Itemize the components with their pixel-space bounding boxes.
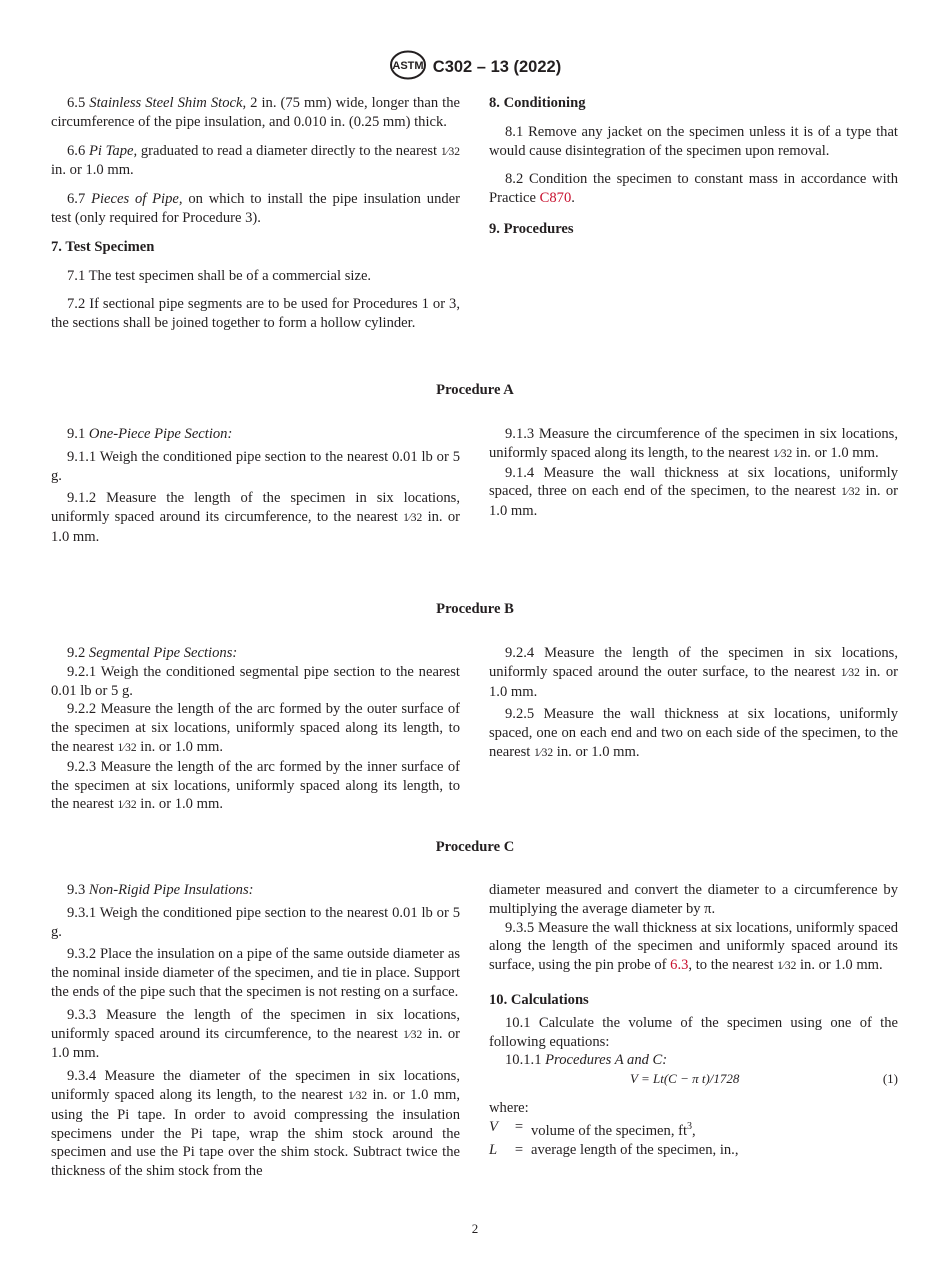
procedure-c-right	[489, 881, 898, 1159]
definition-v: V = volume of the specimen, $ft^3$,	[489, 1118, 696, 1139]
para-8-1: 8.1 Remove any jacket on the specimen unless it is of a type that would cause disintegration of the specimen upon removal.	[489, 123, 898, 159]
para-9-1-3: 9.1.3 Measure the circumference of the specimen in six locations, uniformly spaced along its length, to the nearest 1⁄32 in. or 1.0 mm.	[489, 426, 898, 461]
para-9-2-3: 9.2.3 Measure the length of the arc formed by the inner surface of the specimen at six locations, uniformly spaced along its length, to the nearest 1⁄32 in. or 1.0 mm.	[51, 758, 460, 813]
para-9-3: 9.3 Non-Rigid Pipe Insulations:	[67, 882, 254, 898]
section-10-heading: 10. Calculations	[489, 991, 589, 1008]
link-c870[interactable]: C870	[539, 190, 572, 207]
para-10-1: 10.1 Calculate the volume of the specimen using one of the following equations:	[489, 1014, 898, 1050]
para-9-3-2: 9.3.2 Place the insulation on a pipe of the same outside diameter as the nominal inside diameter of the specimen, and tie in place. Support the ends of the pipe such that the specimen is not resting on a surface.	[51, 946, 460, 1000]
para-9-3-4: 9.3.4 Measure the diameter of the specimen in six locations, uniformly spaced along its length, to the nearest 1⁄32 in. or 1.0 mm, using the Pi tape. In order to avoid compressing the insulation specimens under the Pi tape, wrap the shim stock around the specimen and use the Pi tape over the shim stock. Subtract twice the thickness of the shim stock from the	[51, 1068, 460, 1180]
para-6-7: 6.7 Pieces of Pipe, on which to install the pipe insulation under test (only required for Procedure 3).	[51, 191, 461, 226]
para-6-5: 6.5 Stainless Steel Shim Stock, 2 in. (75 mm) wide, longer than the circumference of the pipe insulation, and 0.010 in. (0.25 mm) thick.	[51, 95, 460, 130]
equation-number: (1)	[882, 1071, 898, 1087]
para-9-1: 9.1 One-Piece Pipe Section:	[67, 426, 233, 442]
section-7-heading: 7. Test Specimen	[51, 238, 155, 255]
para-9-1-4: 9.1.4 Measure the wall thickness at six locations, uniformly spaced, three on each end of the specimen, to the nearest 1⁄32 in. or 1.0 mm.	[489, 464, 898, 520]
svg-text:ASTM: ASTM	[392, 60, 424, 72]
section-8-heading: 8. Conditioning	[489, 95, 586, 111]
page-header	[0, 50, 950, 85]
procedure-c-left	[51, 881, 460, 1181]
equation-formula: V = Lt(C − π t)/1728	[630, 1071, 740, 1087]
procedure-a-right	[489, 425, 898, 521]
right-column-top	[489, 94, 898, 239]
para-9-3-1: 9.3.1 Weigh the conditioned pipe section to the nearest 0.01 lb or 5 g.	[51, 904, 460, 940]
para-9-2-1: 9.2.1 Weigh the conditioned segmental pipe section to the nearest 0.01 lb or 5 g.	[51, 663, 460, 699]
para-8-2: 8.2 Condition the specimen to constant mass in accordance with Practice C870.	[489, 171, 898, 207]
para-9-3-4-continued: diameter measured and convert the diameter to a circumference by multiplying the average diameter by π.	[489, 882, 898, 917]
procedure-b-left	[51, 644, 460, 815]
procedure-a-left	[51, 425, 460, 547]
definition-l: L = average length of the specimen, in.,	[489, 1141, 739, 1158]
para-9-2-2: 9.2.2 Measure the length of the arc formed by the outer surface of the specimen at six locations, uniformly spaced along its length, to the nearest 1⁄32 in. or 1.0 mm.	[51, 701, 460, 755]
para-9-1-1: 9.1.1 Weigh the conditioned pipe section to the nearest 0.01 lb or 5 g.	[51, 448, 460, 484]
link-6-3[interactable]: 6.3	[670, 957, 689, 974]
procedure-b-right	[489, 644, 898, 763]
procedure-b-title: Procedure B	[436, 601, 514, 617]
para-10-1-1: 10.1.1 Procedures A and C:	[505, 1052, 668, 1069]
designation: C302 – 13 (2022)	[432, 58, 562, 76]
procedure-c-title: Procedure C	[435, 839, 515, 855]
page-number: 2	[471, 1221, 479, 1236]
para-9-1-2: 9.1.2 Measure the length of the specimen in six locations, uniformly spaced around its circumference, to the nearest 1⁄32 in. or 1.0 mm.	[51, 490, 460, 545]
para-9-2-5: 9.2.5 Measure the wall thickness at six locations, uniformly spaced, one on each end and two on each side of the specimen, to the nearest 1⁄32 in. or 1.0 mm.	[489, 706, 898, 760]
astm-logo-icon	[389, 50, 427, 85]
para-9-2: 9.2 Segmental Pipe Sections:	[67, 645, 238, 661]
procedure-a-title: Procedure A	[436, 382, 514, 398]
para-9-2-4: 9.2.4 Measure the length of the specimen in six locations, uniformly spaced around the outer surface, to the nearest 1⁄32 in. or 1.0 mm.	[489, 645, 898, 700]
para-7-2: 7.2 If sectional pipe segments are to be used for Procedures 1 or 3, the sections shall be joined together to form a hollow cylinder.	[51, 296, 460, 332]
left-column-top	[51, 94, 460, 333]
para-6-6: 6.6 Pi Tape, graduated to read a diameter directly to the nearest 1⁄32 in. or 1.0 mm.	[51, 142, 460, 179]
para-7-1: 7.1 The test specimen shall be of a commercial size.	[67, 267, 372, 284]
para-9-3-5: 9.3.5 Measure the wall thickness at six locations, uniformly spaced along the length of the specimen and uniformly spaced around its surface, using the pin probe of 6.3, to the nearest 1⁄32 in. or 1.0 mm.	[489, 919, 898, 974]
equation-1	[489, 1070, 898, 1089]
where-label: where:	[489, 1100, 529, 1117]
section-9-heading: 9. Procedures	[489, 220, 574, 237]
para-9-3-3: 9.3.3 Measure the length of the specimen in six locations, uniformly spaced around its circumference, to the nearest 1⁄32 in. or 1.0 mm.	[51, 1006, 460, 1062]
